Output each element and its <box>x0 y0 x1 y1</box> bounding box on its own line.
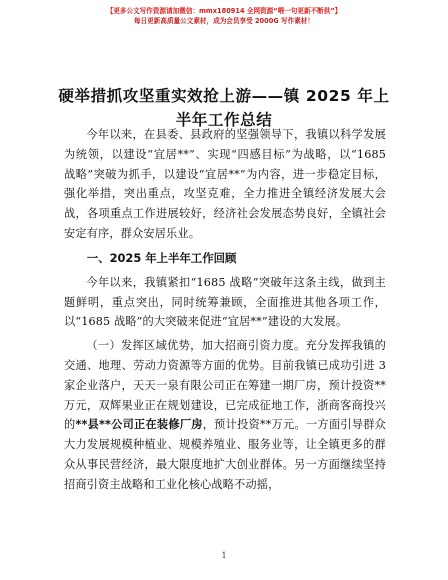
promo-banner-line2: 每日更新高质量公文素材，成为会员享受 2000G 写作素材！ <box>133 17 314 25</box>
promo-banner <box>0 6 448 26</box>
investment-paragraph-end: ，预计投资**万元。一方面引导群众大力发展规模种植业、规模养殖业、服务业等，让全镇更多的群众从事民营经济，最大限度地扩大创业群体。另一方面继续坚持招商引资主战略和工业化核心战略不动摇， <box>64 418 386 491</box>
promo-banner-line1: 【更多公文写作资源请加微信：mmx180914 全网资源“喂一句更新不断供”】 <box>106 7 342 15</box>
intro-paragraph: 今年以来，在县委、县政府的坚强领导下，我镇以科学发展为统领，以建设“宜居**”、实现“四感目标”为战略，以“1685 战略”突破为抓手，以建设“宜居**”为内容，进一步稳定目标，强化举措，突出重点，攻坚克难，全力推进全镇经济发展大会战，各项重点工作进展较好，经济社会发展态势良好，全镇社会安定有序，群众安居乐业。 <box>64 128 386 240</box>
investment-paragraph-bold: **县**公司正在装修厂房 <box>75 418 203 432</box>
section-heading: 一、2025 年上半年工作回顾 <box>86 250 237 265</box>
page-number: 1 <box>221 551 227 560</box>
document-body <box>64 125 386 495</box>
document-title: 硬举措抓攻坚重实效抢上游——镇 2025 年上半年工作总结 <box>58 87 390 129</box>
investment-paragraph-start: （一）发挥区域优势，加大招商引资力度。充分发挥我镇的交通、地理、劳动力资源等方面的优势。目前我镇已成功引进 3 家企业落户，天天一泉有限公司正在筹建一期厂房，预计投资**万元，双辉果业正在规划建设，已完成征地工作，浙商客商投兴的 <box>64 339 386 432</box>
investment-paragraph <box>64 336 386 494</box>
section-paragraph: 今年以来，我镇紧扣“1685 战略”突破年这条主线，做到主题鲜明，重点突出，同时统筹兼顾，全面推进其他各项工作，以“1685 战略”的大突破来促进“宜居**”建设的大发展。 <box>64 275 386 329</box>
